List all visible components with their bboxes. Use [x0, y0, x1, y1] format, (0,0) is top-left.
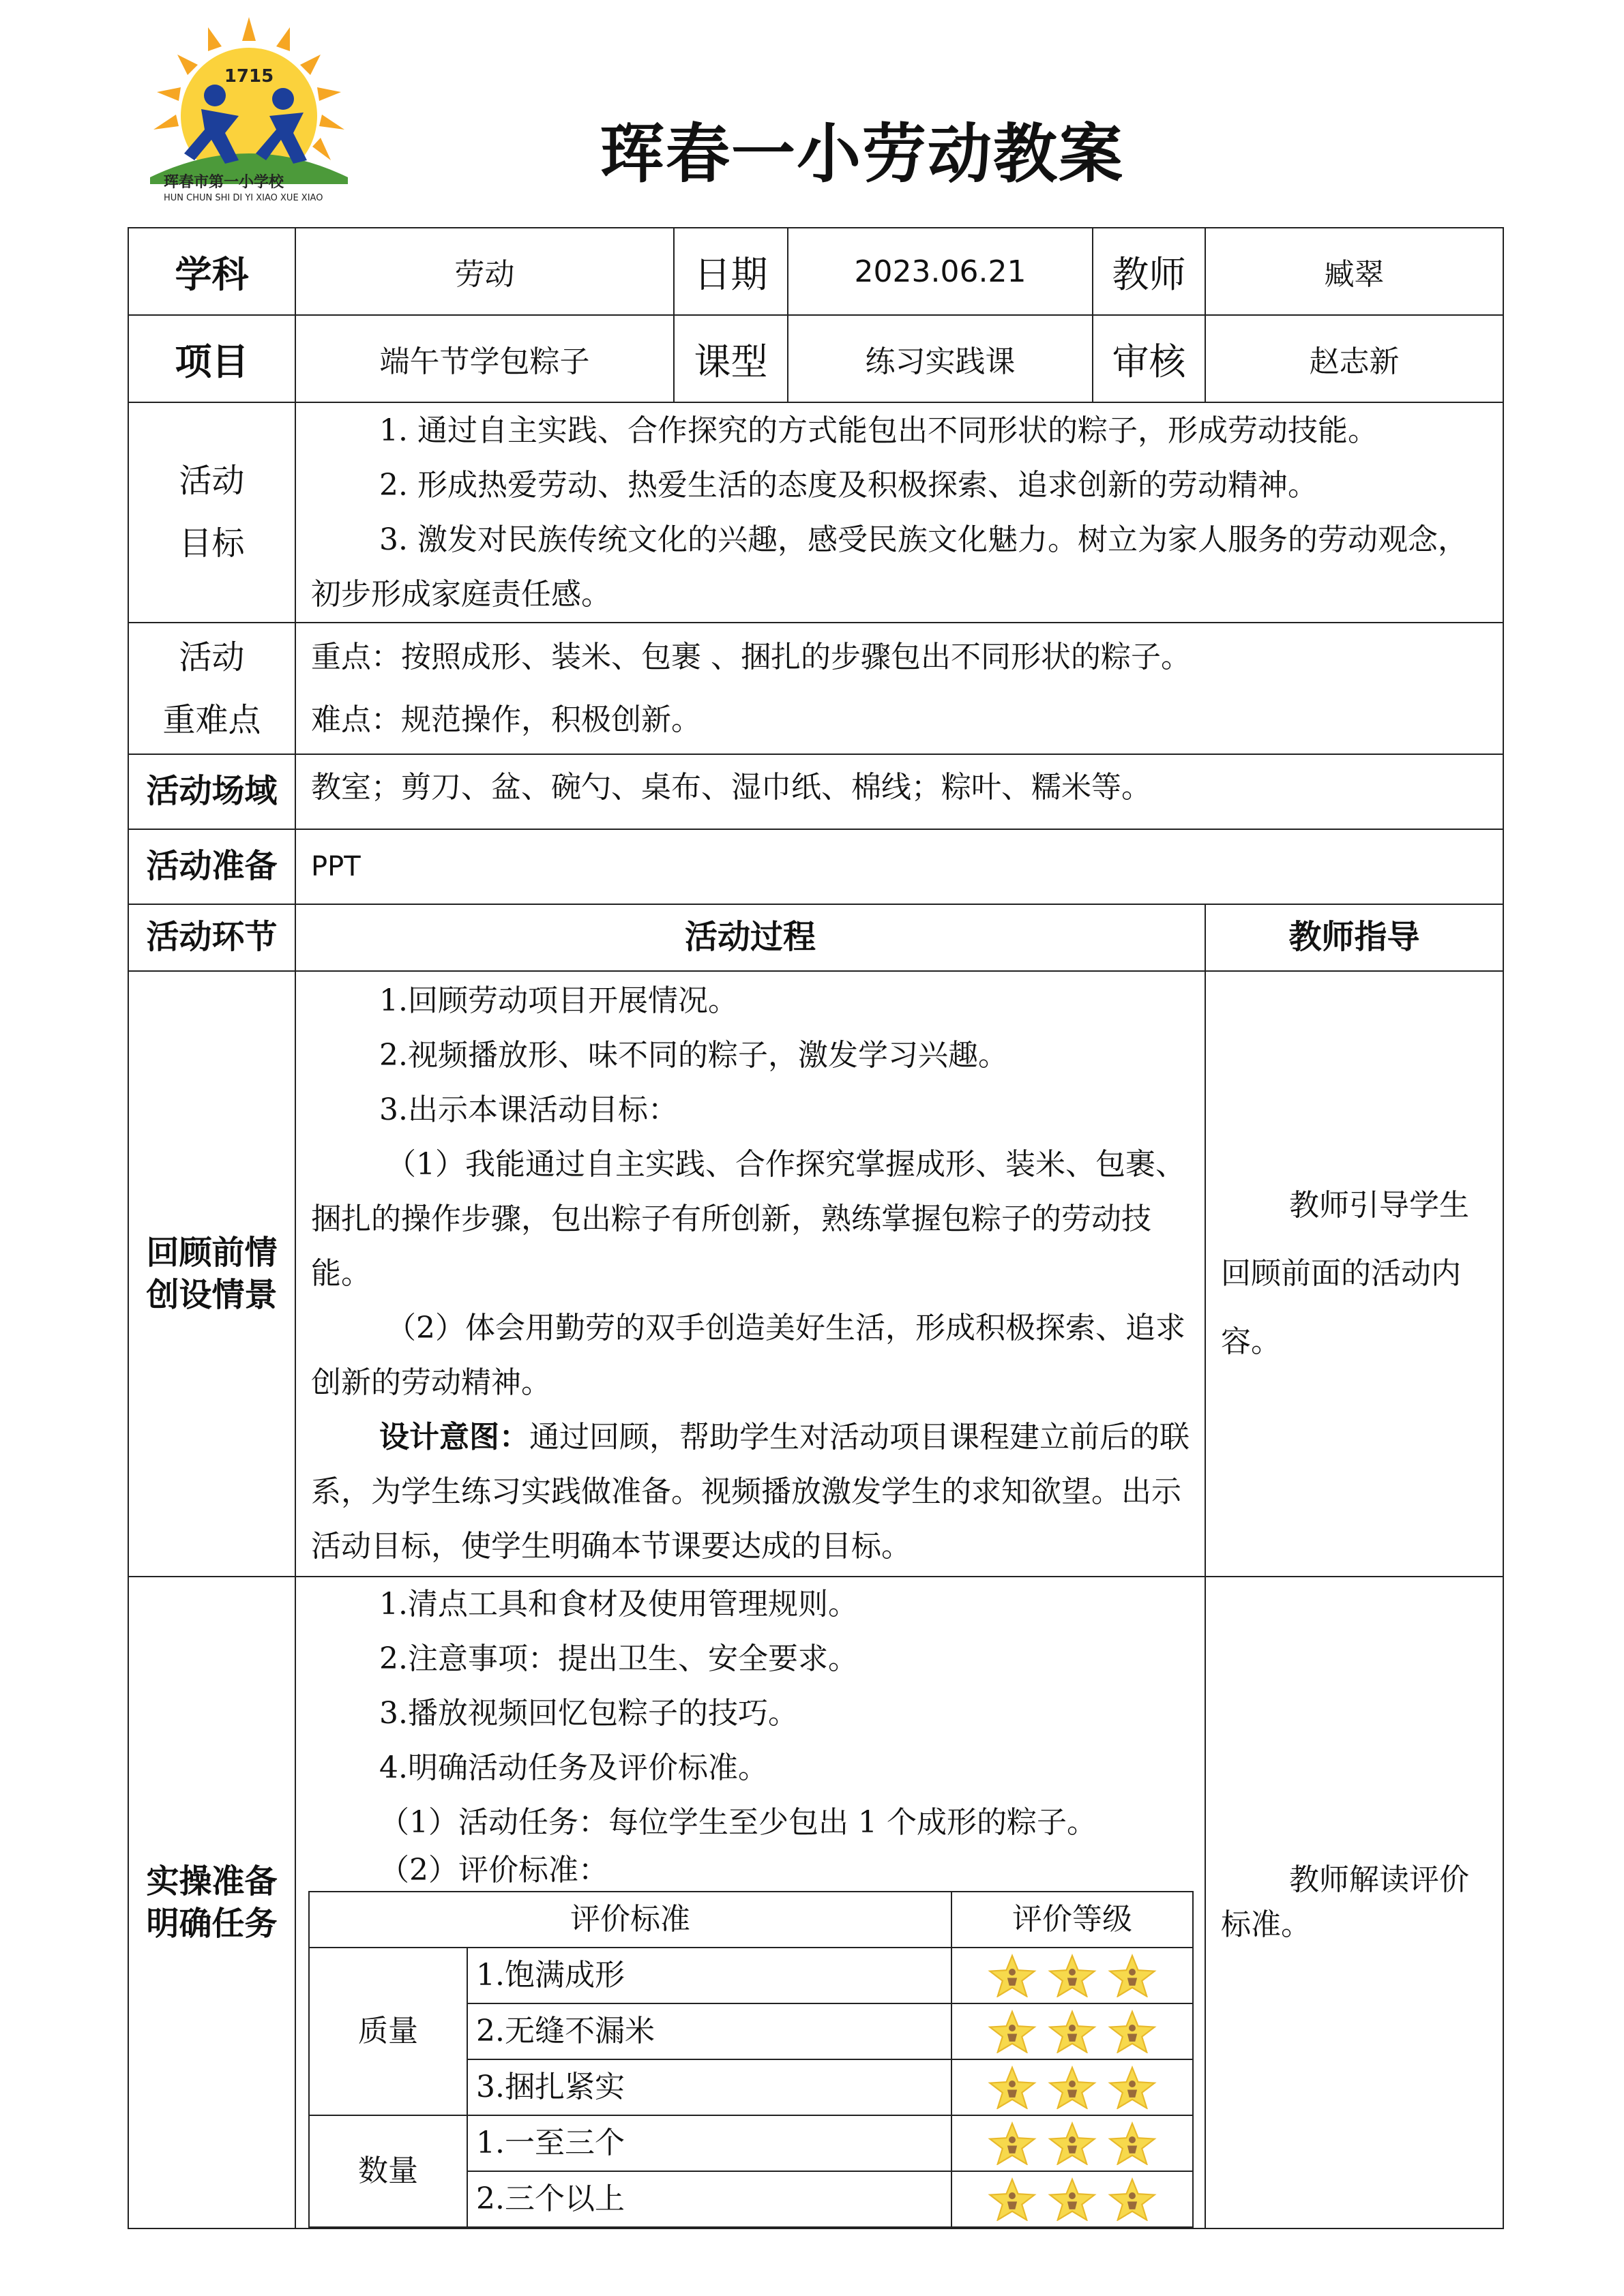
prep-row — [128, 829, 1503, 904]
star-icon — [986, 2177, 1039, 2221]
stage1-row — [128, 971, 1503, 1577]
process-header-row — [128, 904, 1503, 971]
star-icon — [1106, 2010, 1159, 2053]
goal-item: 3. 激发对民族传统文化的兴趣，感受民族文化魅力。树立为家人服务的劳动观念，初步形成家庭责任感。 — [311, 522, 1468, 612]
process-header: 活动过程 — [295, 904, 1205, 971]
stage2-guide-text: 教师解读评价标准。 — [1221, 1862, 1469, 1942]
teacher-value: 臧翠 — [1205, 228, 1503, 315]
star-icon — [1046, 2010, 1099, 2053]
stage1-line: 1.回顾劳动项目开展情况。 — [379, 983, 738, 1018]
star-icon — [986, 2121, 1039, 2165]
eval-group-quantity: 数量 — [309, 2115, 467, 2227]
reviewer-value: 赵志新 — [1205, 315, 1503, 402]
logo-year: 1715 — [224, 66, 274, 87]
eval-header-row — [309, 1892, 1193, 1948]
star-icon — [986, 2066, 1039, 2109]
goal-item: 1. 通过自主实践、合作探究的方式能包出不同形状的粽子，形成劳动技能。 — [379, 413, 1378, 448]
venue-label: 活动场域 — [128, 754, 295, 829]
key-points-label-line2: 重难点 — [162, 700, 261, 739]
lesson-plan-table — [128, 227, 1504, 2229]
eval-stars — [951, 1948, 1193, 2003]
key-points-row — [128, 623, 1503, 754]
stage1-content — [295, 971, 1205, 1577]
stage2-line: 2.注意事项：提出卫生、安全要求。 — [379, 1641, 858, 1676]
stage2-content — [295, 1577, 1205, 2228]
star-icon — [1046, 2121, 1099, 2165]
stage2-line: 1.清点工具和食材及使用管理规则。 — [379, 1587, 858, 1622]
eval-stars — [951, 2171, 1193, 2227]
star-icon — [986, 2010, 1039, 2053]
stage1-label-line2: 创设情景 — [146, 1276, 278, 1314]
star-icon — [1106, 2121, 1159, 2165]
stage2-line: （2）评价标准： — [379, 1853, 608, 1888]
eval-row — [309, 2115, 1193, 2171]
prep-label: 活动准备 — [128, 829, 295, 904]
stage1-guide-text: 教师引导学生回顾前面的活动内容。 — [1221, 1188, 1469, 1359]
goals-content — [295, 402, 1503, 623]
stage1-label-line1: 回顾前情 — [146, 1234, 278, 1272]
star-icon — [1106, 2177, 1159, 2221]
stage1-line: （1）我能通过自主实践、合作探究掌握成形、装米、包裹、捆扎的操作步骤，包出粽子有所创新，熟练掌握包粽子的劳动技能。 — [311, 1147, 1185, 1291]
subject-value: 劳动 — [295, 228, 674, 315]
key-points-content — [295, 623, 1503, 754]
project-label: 项目 — [128, 315, 295, 402]
eval-criterion: 2.无缝不漏米 — [467, 2003, 951, 2059]
date-label: 日期 — [674, 228, 788, 315]
teacher-label: 教师 — [1093, 228, 1205, 315]
header-row-1 — [128, 228, 1503, 315]
star-icon — [1046, 2066, 1099, 2109]
design-intent-text: 通过回顾，帮助学生对活动项目课程建立前后的联系，为学生练习实践做准备。视频播放激发学生的求知欲望。出示活动目标，使学生明确本节课要达成的目标。 — [311, 1420, 1190, 1564]
venue-row — [128, 754, 1503, 829]
star-icon — [1106, 2066, 1159, 2109]
eval-criterion: 2.三个以上 — [467, 2171, 951, 2227]
guide-header: 教师指导 — [1205, 904, 1503, 971]
stage2-guide — [1205, 1577, 1503, 2228]
stage2-line: 3.播放视频回忆包粽子的技巧。 — [379, 1696, 798, 1731]
prep-content: PPT — [295, 829, 1503, 904]
stage2-label — [128, 1577, 295, 2228]
eval-criterion: 1.饱满成形 — [467, 1948, 951, 2003]
page-title: 珲春一小劳动教案 — [600, 117, 1125, 192]
goal-item: 2. 形成热爱劳动、热爱生活的态度及积极探索、追求创新的劳动精神。 — [379, 467, 1318, 503]
evaluation-table — [308, 1891, 1194, 2228]
goals-label-line2: 目标 — [179, 524, 245, 563]
eval-grade-header: 评价等级 — [951, 1892, 1193, 1948]
stage1-guide — [1205, 971, 1503, 1577]
logo-school-en: HUN CHUN SHI DI YI XIAO XUE XIAO — [164, 193, 323, 203]
eval-group-quality: 质量 — [309, 1948, 467, 2115]
type-label: 课型 — [674, 315, 788, 402]
eval-criterion: 1.一至三个 — [467, 2115, 951, 2171]
stage2-row — [128, 1577, 1503, 2228]
eval-stars — [951, 2059, 1193, 2115]
header-row-2 — [128, 315, 1503, 402]
goals-row — [128, 402, 1503, 623]
design-intent-label: 设计意图： — [379, 1420, 529, 1455]
difficult-point: 难点：规范操作，积极创新。 — [311, 702, 701, 737]
star-icon — [1046, 2177, 1099, 2221]
star-icon — [986, 1954, 1039, 1997]
date-value: 2023.06.21 — [788, 228, 1093, 315]
eval-criteria-header: 评价标准 — [309, 1892, 951, 1948]
star-icon — [1046, 1954, 1099, 1997]
eval-row — [309, 1948, 1193, 2003]
stage1-label — [128, 971, 295, 1577]
stage2-line: 4.明确活动任务及评价标准。 — [379, 1750, 768, 1785]
star-icon — [1106, 1954, 1159, 1997]
key-points-label-line1: 活动 — [179, 638, 245, 676]
eval-stars — [951, 2003, 1193, 2059]
key-points-label — [128, 623, 295, 754]
eval-criterion: 3.捆扎紧实 — [467, 2059, 951, 2115]
stage1-line: 3.出示本课活动目标： — [379, 1092, 678, 1127]
stage2-label-line2: 明确任务 — [146, 1905, 278, 1943]
stage1-line: 2.视频播放形、味不同的粽子，激发学习兴趣。 — [379, 1038, 1008, 1073]
stage2-label-line1: 实操准备 — [146, 1862, 278, 1900]
stage2-line: （1）活动任务：每位学生至少包出 1 个成形的粽子。 — [379, 1805, 1097, 1840]
stage1-line: （2）体会用勤劳的双手创造美好生活，形成积极探索、追求创新的劳动精神。 — [311, 1311, 1185, 1400]
subject-label: 学科 — [128, 228, 295, 315]
stage-header: 活动环节 — [128, 904, 295, 971]
project-value: 端午节学包粽子 — [295, 315, 674, 402]
review-label: 审核 — [1093, 315, 1205, 402]
eval-stars — [951, 2115, 1193, 2171]
logo-school-zh: 珲春市第一小学校 — [164, 174, 284, 191]
goals-label-line1: 活动 — [179, 462, 245, 501]
goals-label — [128, 402, 295, 623]
venue-content: 教室；剪刀、盆、碗勺、桌布、湿巾纸、棉线；粽叶、糯米等。 — [295, 754, 1503, 829]
logo-caption — [164, 170, 323, 203]
key-point: 重点：按照成形、装米、包裹 、捆扎的步骤包出不同形状的粽子。 — [311, 639, 1191, 674]
type-value: 练习实践课 — [788, 315, 1093, 402]
